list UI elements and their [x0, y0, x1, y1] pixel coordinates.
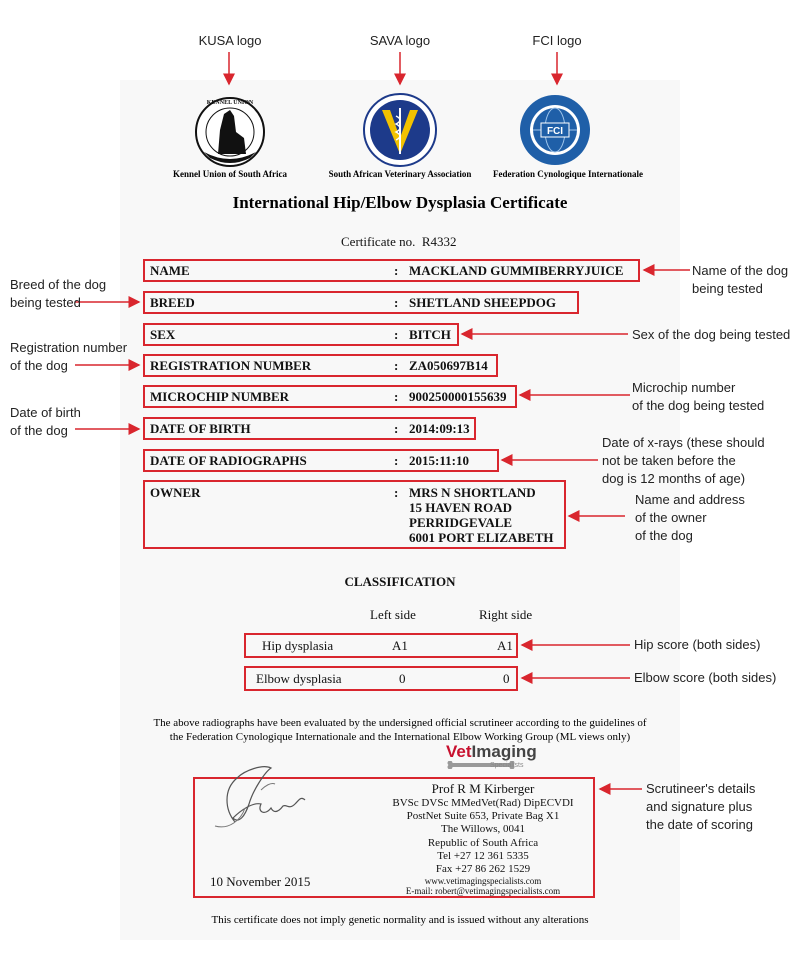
breed-separator: : — [394, 295, 399, 310]
microchip-value: 900250000155639 — [409, 389, 507, 404]
dob-annotation — [10, 404, 81, 440]
owner-label: OWNER — [150, 485, 201, 500]
registration-label: REGISTRATION NUMBER — [150, 358, 312, 373]
owner-annotation-line-3: of the dog — [635, 528, 693, 543]
registration-annotation-line-1: Registration number — [10, 340, 128, 355]
svg-text:KENNEL UNION: KENNEL UNION — [206, 100, 254, 106]
footer-disclaimer: This certificate does not imply genetic normality and is issued without any alterations — [211, 914, 589, 926]
hip-right-score: A1 — [497, 638, 513, 653]
certificate-number-row — [341, 234, 457, 250]
scrutineer-email: E-mail: robert@vetimagingspecialists.com — [405, 886, 561, 897]
scrutineer-annotation-line-1: Scrutineer's details — [646, 781, 756, 796]
kusa-logo — [190, 92, 270, 168]
vetimaging-logo-vet: Vet — [446, 742, 472, 761]
certificate-number-label: Certificate no. — [341, 234, 416, 249]
name-value: MACKLAND GUMMIBERRYJUICE — [409, 263, 624, 278]
kusa-caption: Kennel Union of South Africa — [172, 169, 287, 179]
elbow-annotation: Elbow score (both sides) — [634, 670, 777, 685]
radiographs-value: 2015:11:10 — [409, 453, 469, 468]
date-signed: 10 November 2015 — [210, 874, 311, 889]
elbow-left-score: 0 — [399, 671, 406, 686]
scrutineer-web: www.vetimagingspecialists.com — [424, 876, 542, 887]
sex-value: BITCH — [409, 327, 451, 342]
vetimaging-logo — [446, 743, 556, 769]
kusa-dog-icon — [190, 92, 270, 168]
registration-annotation — [10, 339, 127, 375]
registration-separator: : — [394, 358, 399, 373]
fci-letters: FCI — [546, 126, 564, 137]
fci-logo — [515, 92, 595, 168]
certificate-number: R4332 — [421, 234, 457, 249]
scrutineer-annotation — [646, 780, 755, 834]
owner-line-1: MRS N SHORTLAND — [409, 485, 536, 500]
registration-value: ZA050697B14 — [409, 358, 488, 373]
vetimaging-logo-imaging: Imaging — [471, 742, 537, 761]
statement-line-2: the Federation Cynologique Internationale and the International Elbow Working Group (ML views only) — [169, 731, 631, 743]
statement-line-1: The above radiographs have been evaluated by the undersigned official scrutineer according to the guidelines of — [153, 717, 647, 729]
radiographs-separator: : — [394, 453, 399, 468]
owner-line-4: 6001 PORT ELIZABETH — [409, 530, 554, 545]
classification-heading: CLASSIFICATION — [344, 574, 456, 589]
dob-annotation-line-2: of the dog — [10, 423, 68, 438]
scrutineer-qualifications: BVSc DVSc MMedVet(Rad) DipECVDI — [392, 797, 574, 809]
scrutineer-details — [378, 781, 588, 896]
scrutineer-name: Prof R M Kirberger — [431, 781, 535, 796]
left-side-header: Left side — [370, 607, 416, 622]
breed-annotation-line-1: Breed of the dog — [10, 277, 107, 292]
name-annotation-line-1: Name of the dog — [692, 263, 789, 278]
breed-annotation-line-2: being tested — [10, 295, 81, 310]
owner-separator: : — [394, 485, 399, 500]
owner-value — [409, 485, 554, 545]
sex-label: SEX — [150, 327, 176, 342]
right-side-header: Right side — [479, 607, 533, 622]
owner-annotation-line-2: of the owner — [635, 510, 707, 525]
dob-value: 2014:09:13 — [409, 421, 470, 436]
scrutineer-address-2: The Willows, 0041 — [441, 823, 525, 836]
radiographs-label: DATE OF RADIOGRAPHS — [150, 453, 307, 468]
hip-label: Hip dysplasia — [262, 638, 334, 653]
dob-separator: : — [394, 421, 399, 436]
scrutineer-address-1: PostNet Suite 653, Private Bag X1 — [406, 810, 560, 823]
name-label: NAME — [150, 263, 190, 278]
microchip-separator: : — [394, 389, 399, 404]
fci-logo-annotation: FCI logo — [532, 33, 582, 48]
elbow-label: Elbow dysplasia — [256, 671, 342, 686]
breed-label: BREED — [150, 295, 195, 310]
hip-left-score: A1 — [392, 638, 408, 653]
scrutineer-tel: Tel +27 12 361 5335 — [437, 849, 529, 862]
owner-annotation-line-1: Name and address — [635, 492, 745, 507]
microchip-label: MICROCHIP NUMBER — [150, 389, 290, 404]
name-annotation-line-2: being tested — [692, 281, 763, 296]
xrays-annotation-line-3: dog is 12 months of age) — [602, 471, 746, 486]
breed-value: SHETLAND SHEEPDOG — [409, 295, 557, 310]
name-separator: : — [394, 263, 399, 278]
owner-line-2: 15 HAVEN ROAD — [409, 500, 513, 515]
scrutineer-annotation-line-2: and signature plus — [646, 799, 753, 814]
dob-annotation-line-1: Date of birth — [10, 405, 81, 420]
microchip-annotation — [632, 379, 764, 415]
fci-caption: Federation Cynologique Internationale — [493, 169, 643, 179]
scrutineer-address-3: Republic of South Africa — [427, 836, 539, 849]
fci-globe-icon — [515, 92, 595, 168]
sex-annotation: Sex of the dog being tested — [632, 327, 791, 342]
evaluation-statement — [120, 716, 680, 744]
scrutineer-fax: Fax +27 86 262 1529 — [435, 863, 531, 876]
microchip-annotation-line-1: Microchip number — [632, 380, 736, 395]
owner-annotation — [635, 491, 745, 545]
scrutineer-annotation-line-3: the date of scoring — [646, 817, 753, 832]
elbow-right-score: 0 — [503, 671, 510, 686]
sava-caption: South African Veterinary Association — [328, 169, 472, 179]
owner-line-3: PERRIDGEVALE — [409, 515, 513, 530]
sava-logo-annotation: SAVA logo — [369, 33, 431, 48]
breed-annotation — [10, 276, 106, 312]
kusa-logo-annotation: KUSA logo — [198, 33, 262, 48]
xrays-annotation-line-1: Date of x-rays (these should — [602, 435, 765, 450]
sex-separator: : — [394, 327, 399, 342]
registration-annotation-line-2: of the dog — [10, 358, 68, 373]
name-annotation — [692, 262, 788, 298]
xrays-annotation-line-2: not be taken before the — [602, 453, 736, 468]
microchip-annotation-line-2: of the dog being tested — [632, 398, 765, 413]
sava-logo — [355, 92, 445, 168]
xrays-annotation — [602, 434, 765, 488]
signature — [205, 760, 315, 840]
vetimaging-logo-sub: Specialists — [490, 762, 524, 769]
certificate-title: International Hip/Elbow Dysplasia Certificate — [232, 193, 568, 212]
dob-label: DATE OF BIRTH — [150, 421, 251, 436]
hip-annotation: Hip score (both sides) — [634, 637, 761, 652]
